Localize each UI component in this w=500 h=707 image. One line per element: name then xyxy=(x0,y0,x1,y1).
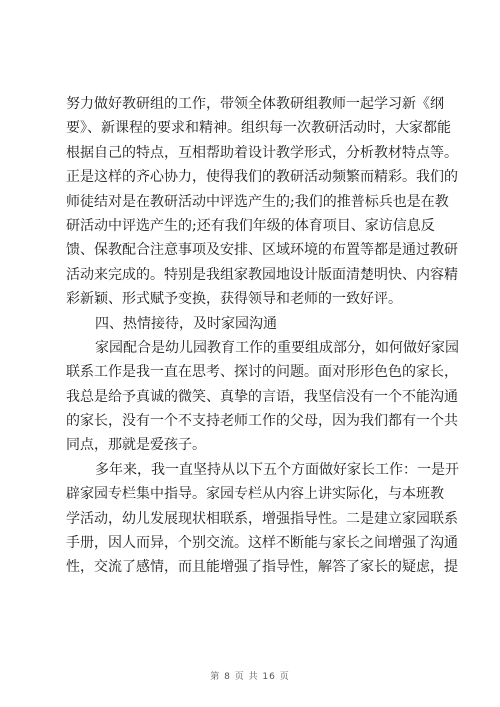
text-line: 学活动，幼儿发展现状相联系，增强指导性。二是建立家园联系 xyxy=(66,510,458,527)
section-heading: 四、热情接待，及时家园沟通 xyxy=(95,315,277,332)
document-body xyxy=(66,92,459,580)
text-line: 根据自己的特点，互相帮助着设计教学形式，分析教材特点等。 xyxy=(66,144,458,161)
text-line: 多年来，我一直坚持从以下五个方面做好家长工作：一是开 xyxy=(95,461,459,478)
text-line: 我总是给予真诚的微笑、真挚的言语，我坚信没有一个不能沟通 xyxy=(66,388,458,405)
text-line: 正是这样的齐心协力，使得我们的教研活动频繁而精彩。我们的 xyxy=(66,169,458,186)
text-line: 要》、新课程的要求和精神。组织每一次教研活动时，大家都能 xyxy=(66,120,451,137)
page-number-footer: 第 8 页 共 16 页 xyxy=(210,672,290,682)
text-line: 手册，因人而异，个别交流。这样不断能与家长之间增强了沟通 xyxy=(66,535,458,552)
text-line: 馈、保教配合注意事项及安排、区域环境的布置等都是通过教研 xyxy=(66,242,458,259)
text-line: 的家长，没有一个不支持老师工作的父母，因为我们都有一个共 xyxy=(66,413,458,430)
text-line: 辟家园专栏集中指导。家园专栏从内容上讲实际化，与本班教 xyxy=(66,486,444,503)
text-line: 研活动中评选产生的;还有我们年级的体育项目、家访信息反 xyxy=(66,217,435,234)
text-line: 活动来完成的。特别是我组家教园地设计版面清楚明快、内容精 xyxy=(66,266,458,283)
text-line: 同点，那就是爱孩子。 xyxy=(66,437,206,454)
text-line: 努力做好教研组的工作，带领全体教研组教师一起学习新《纲 xyxy=(66,96,444,112)
text-line: 师徒结对是在教研活动中评选产生的;我们的推普标兵也是在教 xyxy=(66,193,449,210)
text-line: 性，交流了感情，而且能增强了指导性，解答了家长的疑虑，提 xyxy=(66,559,458,576)
text-line: 家园配合是幼儿园教育工作的重要组成部分，如何做好家园 xyxy=(95,339,459,356)
text-line: 彩新颖、形式赋予变换，获得领导和老师的一致好评。 xyxy=(66,291,402,308)
text-line: 联系工作是我一直在思考、探讨的问题。面对形形色色的家长， xyxy=(66,364,458,381)
